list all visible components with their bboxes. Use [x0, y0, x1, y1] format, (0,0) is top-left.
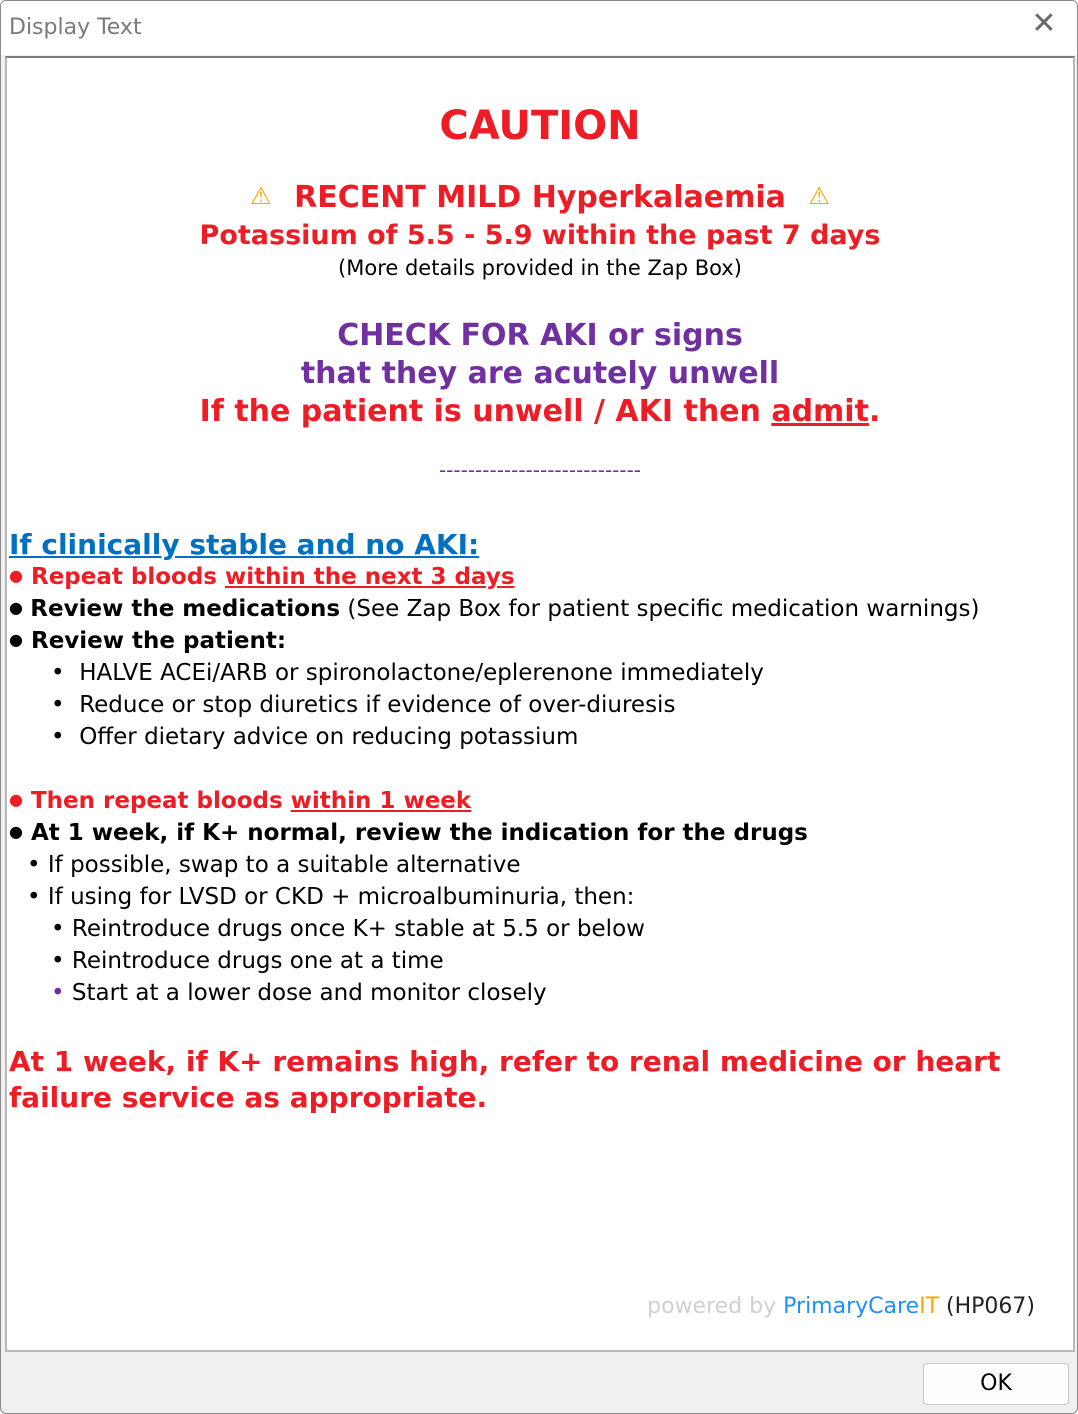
small-bullet-icon: • [51, 980, 65, 1006]
small-bullet-icon: • [51, 660, 65, 686]
bullet-icon: ● [9, 790, 23, 809]
brand-primarycare: PrimaryCare [783, 1294, 920, 1319]
warning-icon: ⚠ [808, 182, 830, 210]
small-bullet-icon: • [27, 852, 41, 878]
check-aki-line2: that they are acutely unwell [300, 356, 780, 391]
patient-item-text: HALVE ACEi/ARB or spironolactone/eplerenone immediately [79, 660, 764, 686]
small-bullet-icon: • [51, 948, 65, 974]
admit-instruction [7, 394, 1073, 429]
list-item [51, 948, 444, 974]
patient-item-text: Reduce or stop diuretics if evidence of over-diuresis [79, 692, 676, 718]
review-patient-label: Review the patient: [30, 628, 287, 654]
bullet-icon: ● [9, 630, 23, 649]
potassium-line: Potassium of 5.5 - 5.9 within the past 7 days [199, 220, 881, 251]
small-bullet-icon: • [51, 916, 65, 942]
small-bullet-icon: • [51, 692, 65, 718]
then-prefix: Then repeat bloods [30, 788, 291, 814]
lvsd-item-text: Reintroduce drugs one at a time [71, 948, 444, 974]
bullet-icon: ● [9, 822, 23, 841]
review-meds-label: Review the medications [30, 596, 341, 622]
lvsd-item-text: Reintroduce drugs once K+ stable at 5.5 or below [71, 916, 645, 942]
warning-icon: ⚠ [250, 182, 272, 210]
check-aki-line1: CHECK FOR AKI or signs [337, 318, 743, 353]
title-bar [1, 1, 1077, 55]
small-bullet-icon: • [27, 884, 41, 910]
admit-prefix: If the patient is unwell / AKI then [199, 394, 772, 429]
repeat-prefix: Repeat bloods [30, 564, 225, 590]
then-underline: within 1 week [290, 788, 472, 814]
more-details-note: (More details provided in the Zap Box) [338, 256, 742, 280]
list-item [27, 884, 634, 910]
close-icon[interactable]: ✕ [1031, 6, 1057, 41]
list-item [51, 692, 675, 718]
final-instruction: At 1 week, if K+ remains high, refer to renal medicine or heart failure service as appropriate. [9, 1045, 1001, 1114]
recent-mild-text: RECENT MILD Hyperkalaemia [294, 180, 786, 215]
swap-text: If possible, swap to a suitable alternative [47, 852, 521, 878]
recent-mild-heading [7, 180, 1073, 215]
stable-heading: If clinically stable and no AKI: [9, 528, 480, 561]
window-title: Display Text [9, 15, 142, 40]
brand-it: IT [919, 1294, 940, 1319]
review-meds-item [9, 596, 979, 622]
list-item [51, 724, 578, 750]
bullet-icon: ● [9, 598, 23, 617]
message-content [5, 56, 1075, 1352]
lvsd-text: If using for LVSD or CKD + microalbuminuria, then: [47, 884, 635, 910]
list-item [51, 660, 764, 686]
at-week-item [9, 820, 808, 846]
powered-by-text: powered by [647, 1294, 784, 1319]
lvsd-item-text: Start at a lower dose and monitor closely [71, 980, 547, 1006]
small-bullet-icon: • [51, 724, 65, 750]
caution-heading: CAUTION [439, 103, 641, 149]
repeat-bloods-item [9, 564, 515, 590]
repeat-underline: within the next 3 days [225, 564, 515, 590]
bullet-icon: ● [9, 566, 23, 585]
list-item [51, 980, 547, 1006]
review-patient-item [9, 628, 286, 654]
admit-word: admit [771, 394, 869, 429]
divider-dashes: ---------------------------- [438, 458, 642, 482]
admit-suffix: . [868, 394, 881, 429]
at-week-text: At 1 week, if K+ normal, review the indication for the drugs [30, 820, 808, 846]
then-repeat-item [9, 788, 471, 814]
protocol-code: (HP067) [939, 1294, 1035, 1319]
ok-button[interactable]: OK [923, 1363, 1069, 1405]
review-meds-note: (See Zap Box for patient specific medication warnings) [340, 596, 980, 622]
patient-item-text: Offer dietary advice on reducing potassium [79, 724, 579, 750]
list-item [51, 916, 645, 942]
list-item [27, 852, 521, 878]
powered-by-footer [647, 1294, 1035, 1319]
